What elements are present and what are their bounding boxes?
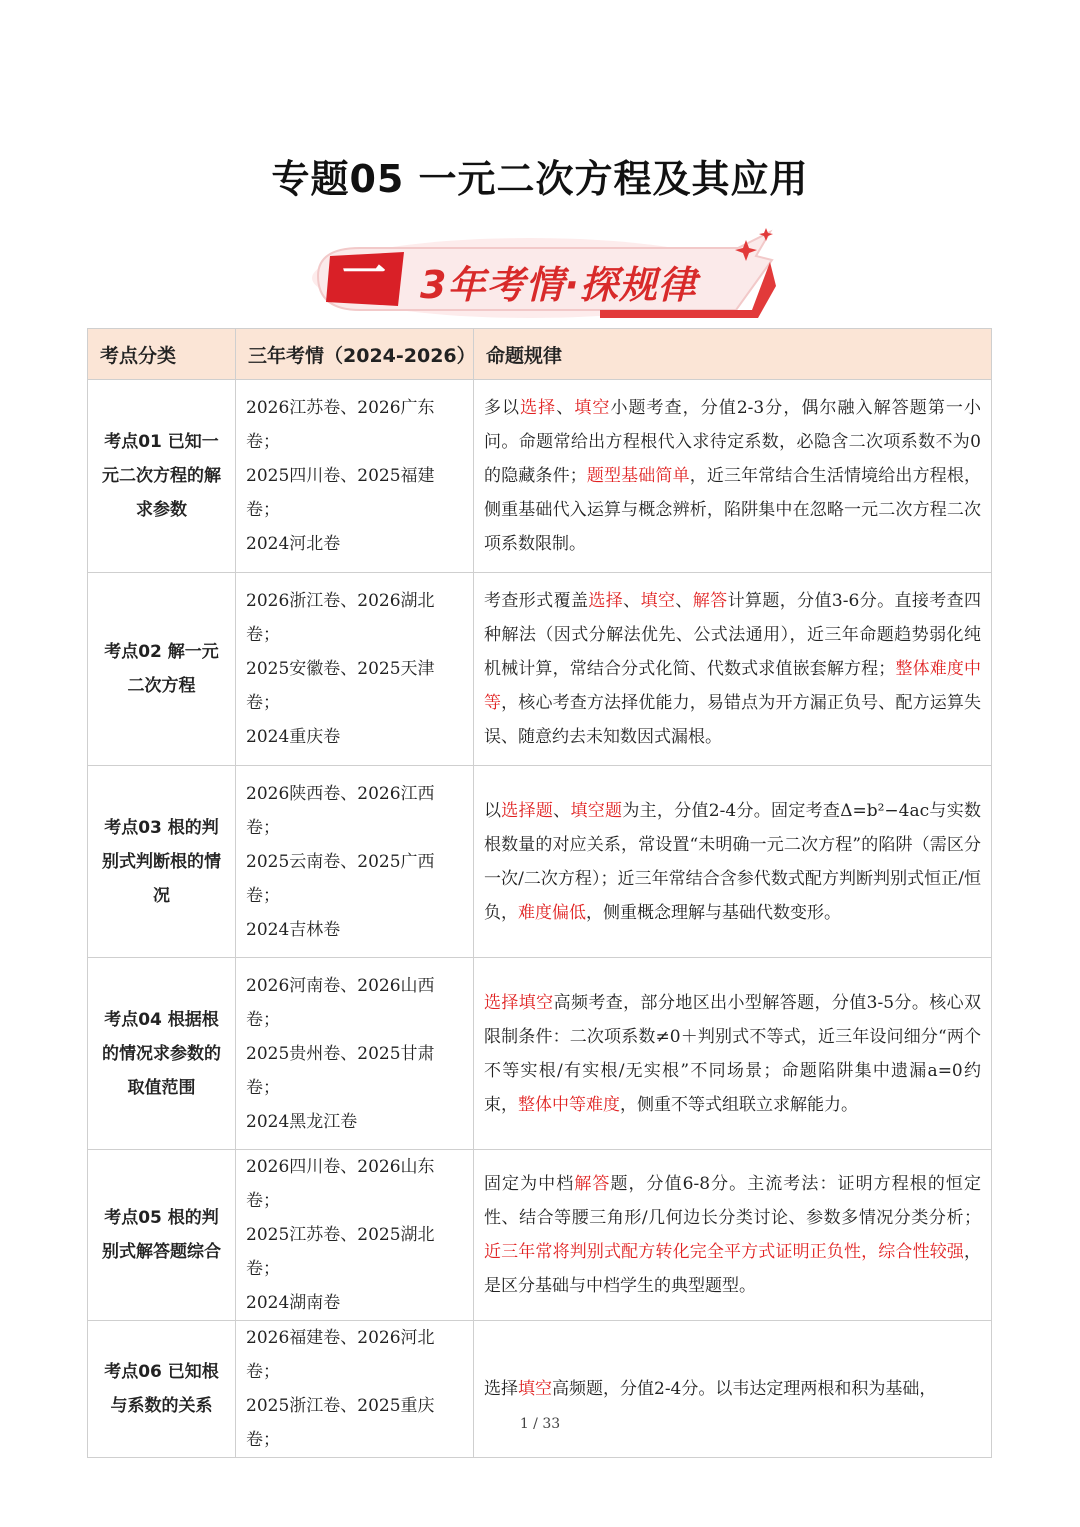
exam-line: 2026江苏卷、2026广东卷；: [246, 398, 435, 452]
rule-text: 选择: [484, 1379, 518, 1399]
rule-text: 小题考查，分值2-3分，偶尔融入解答题第一小问。命题常给出方程根代入求待定系数，必隐含二次项系数不为0的隐藏条件；: [484, 398, 981, 486]
rule-text: 固定为中档: [484, 1174, 575, 1194]
exam-line: 2025安徽卷、2025天津卷；: [246, 659, 435, 713]
table-row: [88, 380, 992, 573]
exam-line: 2025浙江卷、2025重庆卷；: [246, 1396, 435, 1450]
rule-text: 、: [556, 398, 575, 418]
highlight-text: 近三年常将判别式配方转化完全平方式证明正负性，综合性较强: [484, 1242, 964, 1262]
cell-rule: [474, 380, 992, 573]
exam-line: 2024黑龙江卷: [246, 1111, 358, 1132]
highlight-text: 选择: [588, 591, 624, 611]
cell-category: 考点04 根据根的情况求参数的取值范围: [88, 958, 236, 1150]
exam-line: 2024湖南卷: [246, 1293, 341, 1313]
table-row: [88, 958, 992, 1150]
cell-rule: [474, 1150, 992, 1321]
rule-text: ，核心考查方法择优能力，易错点为开方漏正负号、配方运算失误、随意约去未知数因式漏根。: [484, 693, 982, 747]
rule-text: 以: [484, 800, 502, 821]
exam-line: 2025云南卷、2025广西卷；: [246, 851, 435, 906]
cell-category: 考点03 根的判别式判断根的情况: [88, 766, 236, 958]
cell-category: 考点02 解一元二次方程: [88, 573, 236, 766]
cell-category: 考点01 已知一元二次方程的解求参数: [88, 380, 236, 573]
table-row: [88, 1150, 992, 1321]
highlight-text: 填空题: [570, 800, 623, 821]
highlight-text: 选择: [520, 398, 557, 418]
rule-text: 计算题，分值3-6分。直接考查四种解法（因式分解法优先、公式法通用），近三年命题趋势弱化纯机械计算，常结合分式化简、代数式求值嵌套解方程；: [484, 591, 982, 679]
table-header-row: [88, 329, 992, 380]
cell-rule: [474, 766, 992, 958]
highlight-text: 选择填空: [484, 992, 554, 1013]
header-rule: 命题规律: [474, 329, 992, 380]
rule-text: 考查形式覆盖: [484, 591, 589, 611]
highlight-text: 选择题: [501, 800, 554, 821]
rule-text: 、: [675, 591, 693, 611]
rule-text: ，近三年常结合生活情境给出方程根，侧重基础代入运算与概念辨析，陷阱集中在忽略一元二次方程二次项系数限制。: [484, 466, 982, 554]
table-row: [88, 573, 992, 766]
table-row: [88, 766, 992, 958]
banner-heading: 3年考情·探规律: [420, 263, 697, 307]
page-number: 1 / 33: [519, 1416, 561, 1432]
highlight-text: 难度偏低: [518, 902, 586, 923]
exam-line: 2026河南卷、2026山西卷；: [246, 975, 435, 1030]
exam-line: 2024吉林卷: [246, 919, 341, 940]
highlight-text: 填空: [574, 398, 611, 418]
cell-rule: [474, 1321, 992, 1458]
exam-line: 2026陕西卷、2026江西卷；: [246, 783, 435, 838]
rule-text: ，侧重概念理解与基础代数变形。: [586, 902, 841, 923]
cell-exams: [236, 958, 474, 1150]
rule-text: 题，分值6-8分。主流考法：证明方程根的恒定性、结合等腰三角形/几何边长分类讨论、参数多情况分类分析；: [484, 1174, 981, 1228]
cell-category: 考点05 根的判别式解答题综合: [88, 1150, 236, 1321]
highlight-text: 填空: [518, 1379, 552, 1399]
exam-line: 2025贵州卷、2025甘肃卷；: [246, 1043, 435, 1098]
section-banner: [300, 226, 780, 322]
cell-rule: [474, 573, 992, 766]
highlight-text: 题型基础简单: [586, 466, 690, 486]
rule-text: 、: [623, 591, 641, 611]
exam-line: 2026浙江卷、2026湖北卷；: [246, 591, 435, 645]
table-row: [88, 1321, 992, 1458]
header-exams: 三年考情（2024-2026）: [236, 329, 474, 380]
exam-line: 2024重庆卷: [246, 727, 341, 747]
exam-line: 2025四川卷、2025福建卷；: [246, 466, 435, 520]
rule-text: 多以: [484, 398, 521, 418]
rule-text: ，是区分基础与中档学生的典型题型。: [484, 1242, 981, 1296]
cell-category: 考点06 已知根与系数的关系: [88, 1321, 236, 1458]
exam-table: [87, 328, 992, 1458]
highlight-text: 解答: [574, 1174, 611, 1194]
rule-text: 、: [553, 800, 571, 821]
exam-line: 2026四川卷、2026山东卷；: [246, 1157, 435, 1211]
rule-text: 为主，分值2-4分。固定考查Δ=b²−4ac与实数根数量的对应关系，常设置“未明确一元二次方程”的陷阱（需区分一次/二次方程）；近三年常结合含参代数式配方判断判别式恒正/恒负，: [484, 800, 982, 923]
exam-line: 2026福建卷、2026河北卷；: [246, 1328, 435, 1382]
rule-text: ，侧重不等式组联立求解能力。: [620, 1094, 858, 1115]
highlight-text: 填空: [640, 591, 676, 611]
exam-line: 2025江苏卷、2025湖北卷；: [246, 1225, 435, 1279]
cell-rule: [474, 958, 992, 1150]
cell-exams: [236, 1321, 474, 1458]
cell-exams: [236, 573, 474, 766]
exam-line: 2024河北卷: [246, 534, 341, 554]
highlight-text: 解答: [692, 591, 728, 611]
cell-exams: [236, 1150, 474, 1321]
highlight-text: 整体难度中等: [484, 659, 982, 713]
highlight-text: 整体中等难度: [518, 1094, 620, 1115]
banner-number: 一: [342, 248, 386, 299]
cell-exams: [236, 766, 474, 958]
rule-text: 高频考查，部分地区出小型解答题，分值3-5分。核心双限制条件：二次项系数≠0＋判别式不等式，近三年设问细分“两个不等实根/有实根/无实根”不同场景；命题陷阱集中遗漏a=0约束，: [484, 992, 982, 1115]
cell-exams: [236, 380, 474, 573]
page-title: 专题05 一元二次方程及其应用: [271, 157, 809, 201]
rule-text: 高频题，分值2-4分。以韦达定理两根和积为基础，: [552, 1379, 937, 1399]
header-category: 考点分类: [88, 329, 236, 380]
